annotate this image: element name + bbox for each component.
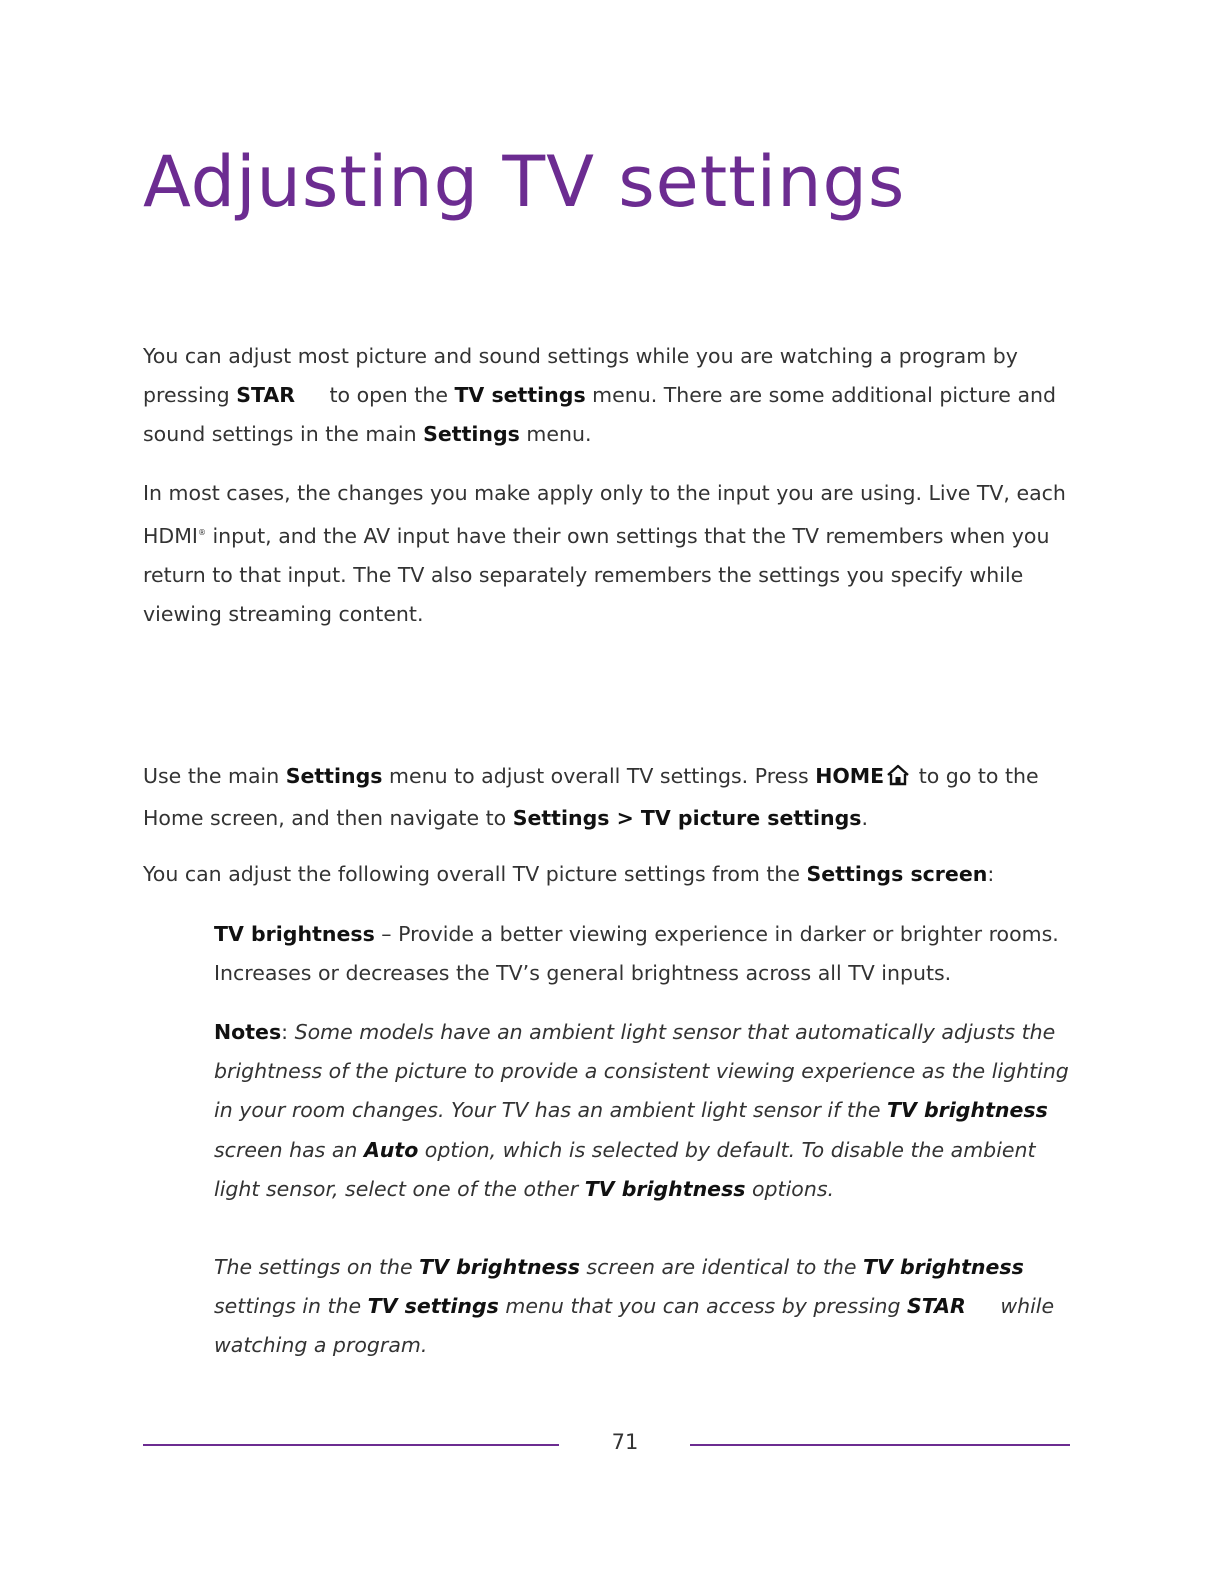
text: options. (745, 1176, 835, 1201)
tv-settings-label: TV settings (454, 383, 586, 408)
text: Some models have an ambient light sensor that automatically adjusts the brightness of the picture to provide a consistent viewing experience as the lighting in your room changes. Your TV has an ambient light sensor if the (214, 1020, 1069, 1123)
text: to open the (323, 383, 455, 408)
tv-brightness-label: TV brightness (214, 922, 375, 946)
text: settings in the (214, 1294, 368, 1319)
text: You can adjust the following overall TV picture settings from the (143, 862, 807, 886)
settings-screen-label: Settings screen (806, 862, 988, 886)
settings-label: Settings (285, 764, 383, 788)
text: Use the main (143, 764, 286, 788)
text: . (861, 806, 869, 831)
notes-paragraph (214, 1013, 1074, 1209)
intro-paragraph-2 (143, 474, 1073, 635)
page-number: 71 (611, 1430, 639, 1454)
settings-path-label: Settings > TV picture settings (512, 806, 862, 831)
auto-label: Auto (363, 1137, 419, 1162)
tv-settings-label: TV settings (367, 1294, 499, 1319)
text: menu to adjust overall TV settings. Press (382, 764, 816, 788)
text: menu. (519, 422, 592, 447)
text: menu that you can access by pressing (498, 1294, 908, 1319)
section-paragraph-1 (143, 757, 1073, 838)
tv-brightness-item (214, 915, 1074, 993)
text: – Provide a better viewing experience in darker or brighter rooms. Increases or decreases the TV’s general brightness across all TV inputs. (214, 922, 1059, 986)
text: The settings on the (214, 1255, 420, 1279)
tv-brightness-label: TV brightness (584, 1176, 746, 1201)
section-paragraph-2 (143, 855, 1073, 894)
footer-rule-left (143, 1444, 559, 1446)
star-key-label: STAR (907, 1294, 966, 1319)
text: while watching a program. (214, 1294, 1055, 1358)
tv-brightness-label: TV brightness (863, 1255, 1024, 1279)
text: to go to the Home screen, and then navigate to (143, 764, 1039, 831)
text: screen has an (214, 1137, 364, 1162)
notes-paragraph-2 (214, 1248, 1074, 1366)
footer-rule-right (690, 1444, 1070, 1446)
tv-brightness-label: TV brightness (887, 1098, 1048, 1123)
text: input, and the AV input have their own settings that the TV remembers when you return to that input. The TV also separately remembers the settings you specify while viewing streaming content. (143, 524, 1050, 627)
home-key-label: HOME (815, 764, 885, 788)
text: In most cases, the changes you make apply only to the input you are using. Live TV, each HDMI (143, 481, 1066, 549)
text: option, which is selected by default. To disable the ambient light sensor, select one of the other (214, 1137, 1036, 1201)
notes-label: Notes (214, 1020, 282, 1044)
page-title: Adjusting TV settings (143, 141, 906, 223)
star-key-label: STAR (236, 383, 295, 408)
text: menu. There are some additional picture and sound settings in the main (143, 383, 1057, 447)
home-icon (886, 760, 910, 799)
tv-brightness-label: TV brightness (419, 1255, 580, 1279)
text: : (281, 1020, 295, 1044)
text: : (987, 862, 995, 886)
registered-mark: ® (197, 528, 206, 538)
intro-paragraph-1 (143, 337, 1073, 455)
text: You can adjust most picture and sound settings while you are watching a program by pressing (143, 344, 1018, 408)
settings-label: Settings (423, 422, 520, 447)
text: screen are identical to the (579, 1255, 864, 1279)
